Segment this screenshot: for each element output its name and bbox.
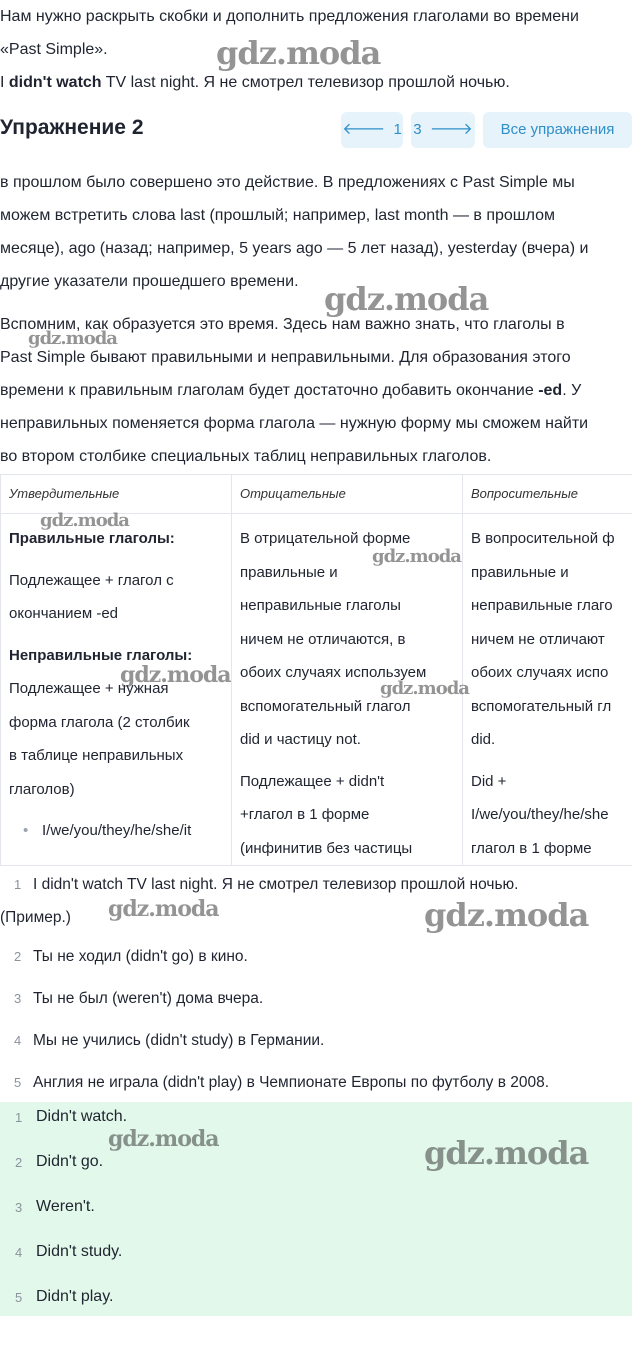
cell-line: вспомогательный глагол bbox=[240, 697, 411, 715]
next-exercise-button[interactable] bbox=[411, 112, 475, 148]
item-text: Англия не играла (didn't play) в Чемпионате Европы по футболу в 2008. bbox=[33, 1074, 550, 1091]
item-text: Ты не был (weren't) дома вчера. bbox=[33, 990, 264, 1007]
next-exercise-label: 3 bbox=[413, 121, 422, 138]
watermark: gdz.moda bbox=[324, 280, 489, 318]
intro-example-rest: TV last night. Я не смотрел телевизор прошлой ночью. bbox=[101, 74, 510, 91]
exercise-title: Упражнение 2 bbox=[0, 116, 144, 139]
watermark: gdz.moda bbox=[424, 896, 589, 934]
theory-line: можем встретить слова last (прошлый; например, last month — в прошлом bbox=[0, 207, 556, 224]
cell-line: неправильные глаго bbox=[471, 597, 613, 614]
answer-number: 4 bbox=[15, 1245, 23, 1260]
cell-line: глагол в 1 форме bbox=[471, 839, 592, 857]
pronoun-bullet: • I/we/you/they/he/she/it bbox=[9, 814, 223, 848]
answer-number: 2 bbox=[15, 1155, 23, 1170]
answer-number: 3 bbox=[15, 1200, 23, 1215]
irregular-verbs-title: Неправильные глаголы: bbox=[9, 646, 193, 664]
cell-line: глаголов) bbox=[9, 780, 75, 798]
watermark: gdz.moda bbox=[372, 546, 461, 567]
cell-line: В вопросительной ф bbox=[471, 530, 615, 547]
table-row bbox=[1, 514, 632, 866]
cell-line: +глагол в 1 форме bbox=[240, 806, 370, 823]
cell-line: окончанием -ed bbox=[9, 605, 119, 622]
theory-line: в прошлом было совершено это действие. В предложениях с Past Simple мы bbox=[0, 174, 575, 191]
header-interrogative: Вопросительные bbox=[463, 475, 632, 514]
theory-line: другие указатели прошедшего времени. bbox=[0, 273, 299, 290]
cell-line: ничем не отличают bbox=[471, 630, 605, 648]
answer-text: Didn't watch. bbox=[36, 1108, 128, 1125]
watermark: gdz.moda bbox=[28, 328, 117, 349]
header-affirmative: Утвердительные bbox=[1, 475, 232, 514]
item-number: 3 bbox=[14, 991, 22, 1006]
cell-line: вспомогательный гл bbox=[471, 697, 612, 715]
grammar-table-container[interactable] bbox=[0, 474, 632, 866]
item-text: Мы не учились (didn't study) в Германии. bbox=[33, 1032, 325, 1049]
intro-example-prefix: I bbox=[0, 74, 9, 91]
watermark: gdz.moda bbox=[120, 662, 231, 688]
item-number: 1 bbox=[14, 877, 22, 892]
cell-line: did и частицу not. bbox=[240, 731, 361, 748]
header-negative: Отрицательные bbox=[232, 475, 463, 514]
answer-text: Weren't. bbox=[36, 1198, 95, 1215]
cell-line: (инфинитив без частицы bbox=[240, 839, 413, 857]
grammar-table bbox=[0, 474, 632, 866]
regular-verbs-title: Правильные глаголы: bbox=[9, 530, 175, 547]
watermark: gdz.moda bbox=[380, 678, 469, 699]
watermark: gdz.moda bbox=[424, 1134, 589, 1172]
cell-line: Подлежащее + глагол с bbox=[9, 571, 174, 589]
item-number: 4 bbox=[14, 1033, 22, 1048]
cell-line: правильные и bbox=[471, 563, 569, 581]
watermark: gdz.moda bbox=[216, 34, 381, 72]
cell-line: неправильные глаголы bbox=[240, 597, 401, 614]
cell-line: В отрицательной форме bbox=[240, 530, 411, 547]
cell-line: обоих случаях испо bbox=[471, 664, 609, 681]
answer-text: Didn't play. bbox=[36, 1288, 114, 1305]
item-number: 2 bbox=[14, 949, 22, 964]
suffix-ed: -ed bbox=[538, 382, 563, 399]
watermark: gdz.moda bbox=[108, 896, 219, 922]
theory-paragraph-1 bbox=[0, 166, 588, 298]
cell-line: Подлежащее + нужная bbox=[9, 680, 169, 697]
cell-line: ничем не отличаются, в bbox=[240, 630, 406, 648]
all-exercises-button[interactable]: Все упражнения bbox=[483, 112, 632, 148]
cell-line: обоих случаях используем bbox=[240, 664, 427, 681]
watermark: gdz.moda bbox=[40, 510, 129, 531]
exercise-header bbox=[0, 110, 632, 154]
intro-line-2: «Past Simple». bbox=[0, 41, 108, 58]
prev-exercise-label: 1 bbox=[393, 121, 402, 138]
item-number: 5 bbox=[14, 1075, 22, 1090]
cell-line: I/we/you/they/he/she bbox=[471, 806, 609, 823]
theory-line-tail: . У bbox=[562, 382, 582, 399]
item-text: Ты не ходил (didn't go) в кино. bbox=[33, 948, 248, 965]
table-header-row bbox=[1, 475, 632, 514]
cell-line: форма глагола (2 столбик bbox=[9, 713, 190, 731]
cell-line: Did + bbox=[471, 772, 507, 790]
theory-line: неправильных поменяется форма глагола — нужную форму мы сможем найти bbox=[0, 415, 589, 432]
theory-line: месяце), ago (назад; например, 5 years ago — 5 лет назад), yesterday (вчера) и bbox=[0, 240, 589, 257]
cell-affirmative bbox=[1, 514, 232, 866]
arrow-left-icon: 🡐 bbox=[342, 121, 386, 138]
answer-number: 5 bbox=[15, 1290, 23, 1305]
theory-line: Past Simple бывают правильными и неправильными. Для образования этого bbox=[0, 349, 571, 366]
arrow-right-icon: 🡒 bbox=[429, 121, 473, 138]
item-text: I didn't watch TV last night. Я не смотрел телевизор прошлой ночью. bbox=[33, 876, 519, 893]
list-item bbox=[0, 982, 632, 1015]
list-item bbox=[0, 1024, 632, 1057]
intro-line-1: Нам нужно раскрыть скобки и дополнить предложения глаголами во времени bbox=[0, 8, 579, 25]
list-item bbox=[0, 1066, 632, 1099]
item-text: (Пример.) bbox=[0, 909, 71, 926]
answer-text: Didn't study. bbox=[36, 1243, 123, 1260]
answer-number: 1 bbox=[15, 1110, 23, 1125]
cell-line: Подлежащее + didn't bbox=[240, 772, 385, 790]
cell-line: в таблице неправильных bbox=[9, 747, 184, 764]
theory-line: во втором столбике специальных таблиц неправильных глаголов. bbox=[0, 448, 492, 465]
list-item bbox=[0, 940, 632, 973]
answer-text: Didn't go. bbox=[36, 1153, 104, 1170]
prev-exercise-button[interactable] bbox=[341, 112, 403, 148]
watermark: gdz.moda bbox=[108, 1126, 219, 1152]
cell-line: did. bbox=[471, 731, 496, 748]
intro-example-bold: didn't watch bbox=[8, 74, 102, 91]
cell-line: правильные и bbox=[240, 563, 338, 581]
cell-interrogative bbox=[463, 514, 632, 866]
theory-line: времени к правильным глаголам будет достаточно добавить окончание bbox=[0, 382, 539, 399]
theory-line: Вспомним, как образуется это время. Здесь нам важно знать, что глаголы в bbox=[0, 316, 565, 333]
